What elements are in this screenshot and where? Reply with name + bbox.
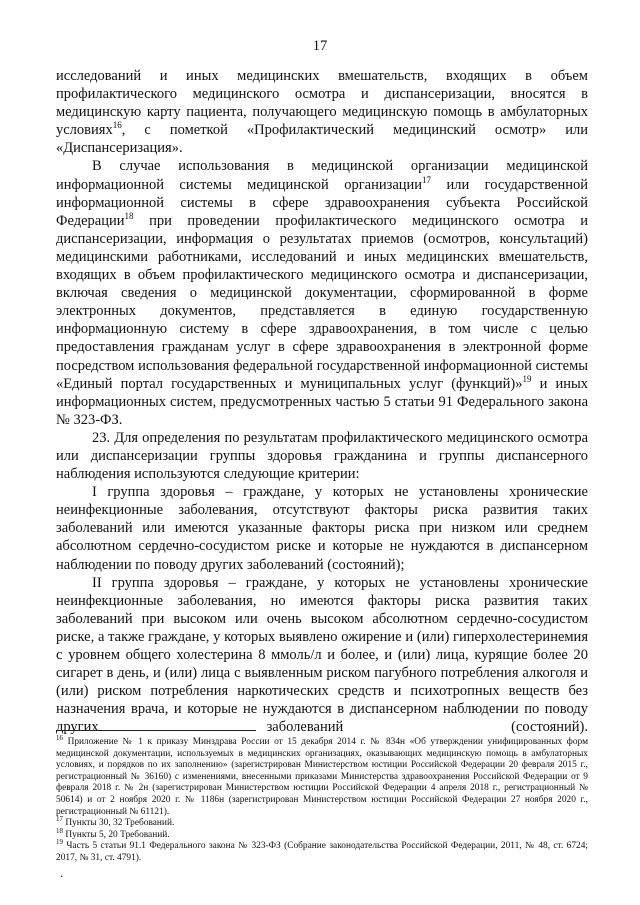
footnote-ref: 18 [124,210,134,221]
paragraph [56,574,588,737]
text-segment: I группа здоровья – граждане, у которых не установлены хронические неинфекционные заболевания, отсутствуют факторы риска развития таких заболеваний или имеются указанные факторы риска при низком или среднем абсолютном сердечно-сосудистом риске и которые не нуждаются в диспансерном наблюдении по поводу других заболеваний (состояний); [56,484,588,573]
body-text [56,67,588,736]
footnote-ref: 16 [112,120,122,131]
footnote [56,815,588,830]
text-segment: при проведении профилактического медицинского осмотра и диспансеризации, информация о результатах приемов (осмотров, консультаций) медицинскими работниками, исследований и иных медицинских вмешательств, входящих в объем профилактического медицинского осмотра и диспансеризации, включая сведения о медицинской документации, сформированной в форме электронных документов, представляется в единую государственную информационную систему в сфере здравоохранения, в том числе с целью предоставления гражданам услуг в сфере здравоохранения в электронной форме посредством использования федеральной государственной информационной системы «Единый портал государственных и муниципальных услуг (функций)» [56,212,588,392]
footnote-text: Приложение № 1 к приказу Минздрава России от 15 декабря 2014 г. № 834н «Об утверждении унифицированных форм медицинской документации, используемых в медицинских организациях, оказывающих медицинскую помощь в амбулаторных условиях, и порядков по их заполнению» (зарегистрирован Министерством юстиции Российской Федерации 20 февраля 2015 г., регистрационный № 36160) с изменениями, внесенными приказами Министерства здравоохранения Российской Федерации от 9 февраля 2018 г. № 2н (зарегистрирован Министерством юстиции Российской Федерации 4 апреля 2018 г., регистрационный № 50614) и от 2 ноября 2020 г. № 1186н (зарегистрирован Министерством юстиции Российской Федерации 27 ноября 2020 г., регистрационный № 61121). [56,737,588,817]
text-segment: В случае использования в медицинской организации медицинской информационной системы медицинской организации [56,158,588,193]
footnote [56,733,588,818]
footnote-number: 18 [56,826,63,835]
text-segment: и иных информационных систем, предусмотренных частью 5 статьи 91 Федерального закона № 323-ФЗ. [56,375,588,428]
text-segment: II группа здоровья – граждане, у которых не установлены хронические неинфекционные заболевания, но имеются факторы риска развития таких заболеваний при высоком или очень высоком абсолютном сердечно-сосудистом риске, а также граждане, у которых выявлено ожирение и (или) гиперхолестеринемия с уровнем общего холестерина 8 ммоль/л и более, и (или) лица, курящие более 20 сигарет в день, и (или) лица с выявленным риском пагубного потребления алкоголя и (или) риском потребления наркотических средств и психотропных веществ без назначения врача, и которые не нуждаются в диспансерном наблюдении по поводу других заболеваний (состояний). [56,574,588,736]
footnote-ref: 19 [522,373,532,384]
footnote-text: Часть 5 статьи 91.1 Федерального закона № 323-ФЗ (Собрание законодательства Российской Федерации, 2011, № 48, ст. 6724; 2017, № 31, ст. 4791). [56,841,588,863]
paragraph [56,157,588,428]
text-segment: 23. Для определения по результатам профилактического медицинского осмотра или диспансеризации группы здоровья гражданина и группы диспансерного наблюдения используются следующие критерии: [56,429,588,483]
footnote-ref: 17 [422,174,432,185]
text-segment: или государственной информационной системы в сфере здравоохранения субъекта Российской Федерации [56,176,588,229]
footnote [56,826,588,842]
footnote-number: 19 [56,838,63,847]
footnote-text: Пункты 5, 20 Требований. [63,829,170,840]
footnote-separator [56,730,256,731]
text-segment: , с пометкой «Профилактический медицинский осмотр» или «Диспансеризация». [56,122,588,157]
stray-mark: . [60,866,63,880]
paragraph [56,67,588,157]
footnote-number: 17 [56,815,63,824]
footnotes [56,733,588,865]
paragraph [56,483,588,573]
page-number: 17 [312,38,328,54]
paragraph [56,429,588,483]
text-segment: исследований и иных медицинских вмешательств, входящих в объем профилактического медицинского осмотра и диспансеризации, вносятся в медицинскую карту пациента, получающего медицинскую помощь в амбулаторных условиях [56,68,588,139]
footnote-number: 16 [56,733,63,742]
footnote-text: Пункты 30, 32 Требований. [63,818,175,829]
footnote [56,838,588,864]
